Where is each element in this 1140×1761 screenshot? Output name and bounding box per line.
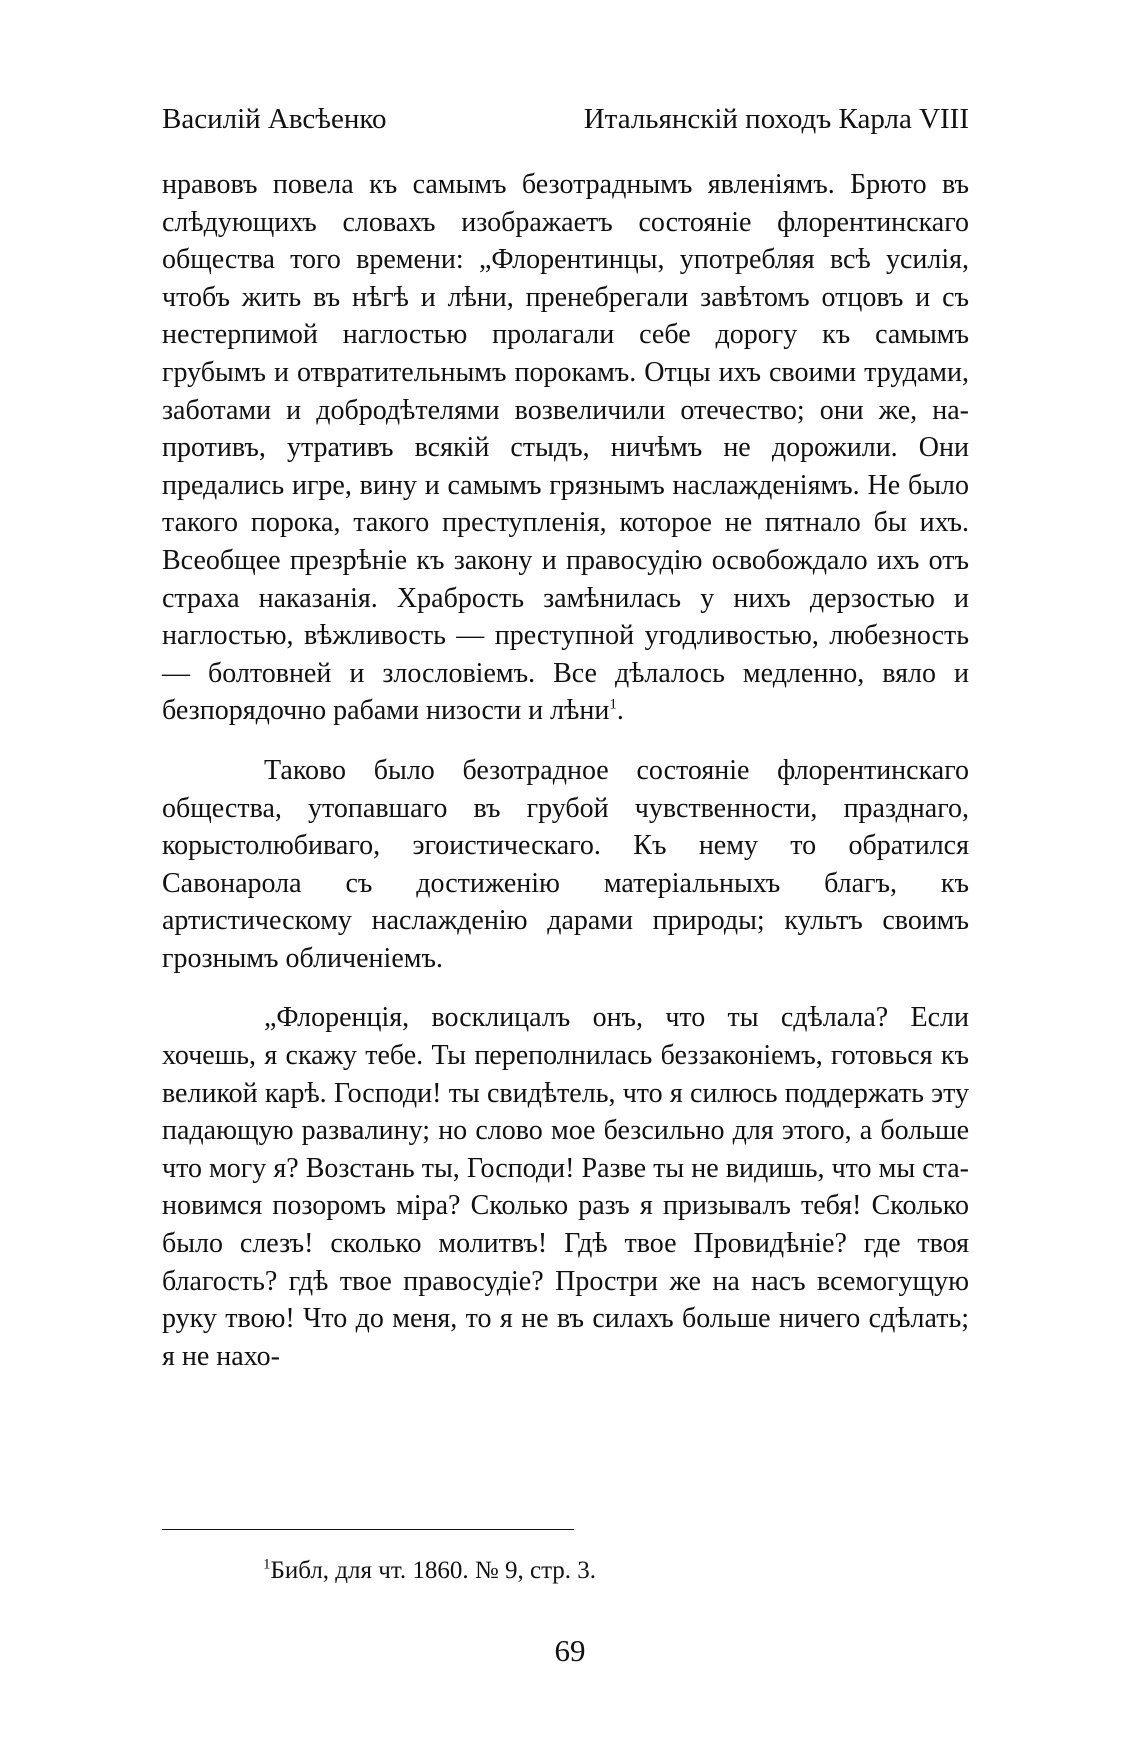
header-title: Итальянскій походъ Карла VIII [583, 103, 969, 135]
footnote-divider [162, 1529, 574, 1530]
page-number: 69 [554, 1633, 586, 1668]
paragraph-1-end: . [616, 695, 624, 727]
footnote [263, 1555, 963, 1587]
header-author: Василій Авсѣенко [162, 103, 387, 135]
body-text [162, 166, 969, 1375]
running-header [162, 100, 969, 138]
footnote-text: Библ, для чт. 1860. № 9, стр. 3. [270, 1557, 597, 1584]
paragraph-2: Таково было безотрадное состояніе флорентинскаго общества, утопавшаго въ грубой чувственности, празднаго, корыстолюбиваго, эгоистическаго. Къ нему то обратился Савонарола съ достиженію матеріальныхъ благъ, къ артистическому наслажденію дарами природы; культъ своимъ грознымъ обличеніемъ. [162, 754, 969, 974]
paragraph-1-text: нравовъ повела къ самымъ безотраднымъ явленіямъ. Брюто въ слѣдующихъ словахъ изображаетъ состояніе флорентинскаго общества того времени: „Флорентинцы, употребляя всѣ усилія, чтобъ жить въ нѣгѣ и лѣни, пренебрегали завѣтомъ отцовъ и съ нестерпимой наглостью пролагали себе дорогу къ самымъ грубымъ и отвратительнымъ порокамъ. Отцы ихъ своими трудами, заботами и добродѣтелями возвеличили отечество; они же, напротивъ, утративъ всякій стыдъ, ничѣмъ не дорожили. Они предались игре, вину и самымъ грязнымъ наслажденіямъ. Не было такого порока, такого преступленія, которое не пятнало бы ихъ. Всеобщее презрѣніе къ закону и правосудію освобождало ихъ отъ страха наказанія. Храбрость замѣнилась у нихъ дерзостью и наглостью, вѣжливость — преступной угодливостью, любезность — болтовней и злословіемъ. Все дѣлалось медленно, вяло и безпорядочно рабами низости и лѣни [162, 169, 969, 727]
footnote-reference: 1 [609, 696, 617, 713]
paragraph-1 [162, 166, 969, 730]
paragraph-3: „Флоренція, восклицалъ онъ, что ты сдѣлала? Если хочешь, я скажу тебе. Ты переполнилась беззаконіемъ, готовься къ великой карѣ. Господи! ты свидѣтель, что я силюсь поддержать эту падающую развалину; но слово мое безсильно для этого, а больше что могу я? Возстань ты, Господи! Разве ты не видишь, что мы становимся позоромъ міра? Сколько разъ я призывалъ тебя! Сколько было слезъ! сколько молитвъ! Гдѣ твое Провидѣніе? где твоя благость? гдѣ твое правосудіе? Простри же на насъ всемогущую руку твою! Что до меня, то я не въ силахъ больше ничего сдѣлать; я не нахо- [162, 1002, 969, 1372]
footnote-marker: 1 [263, 1556, 271, 1573]
